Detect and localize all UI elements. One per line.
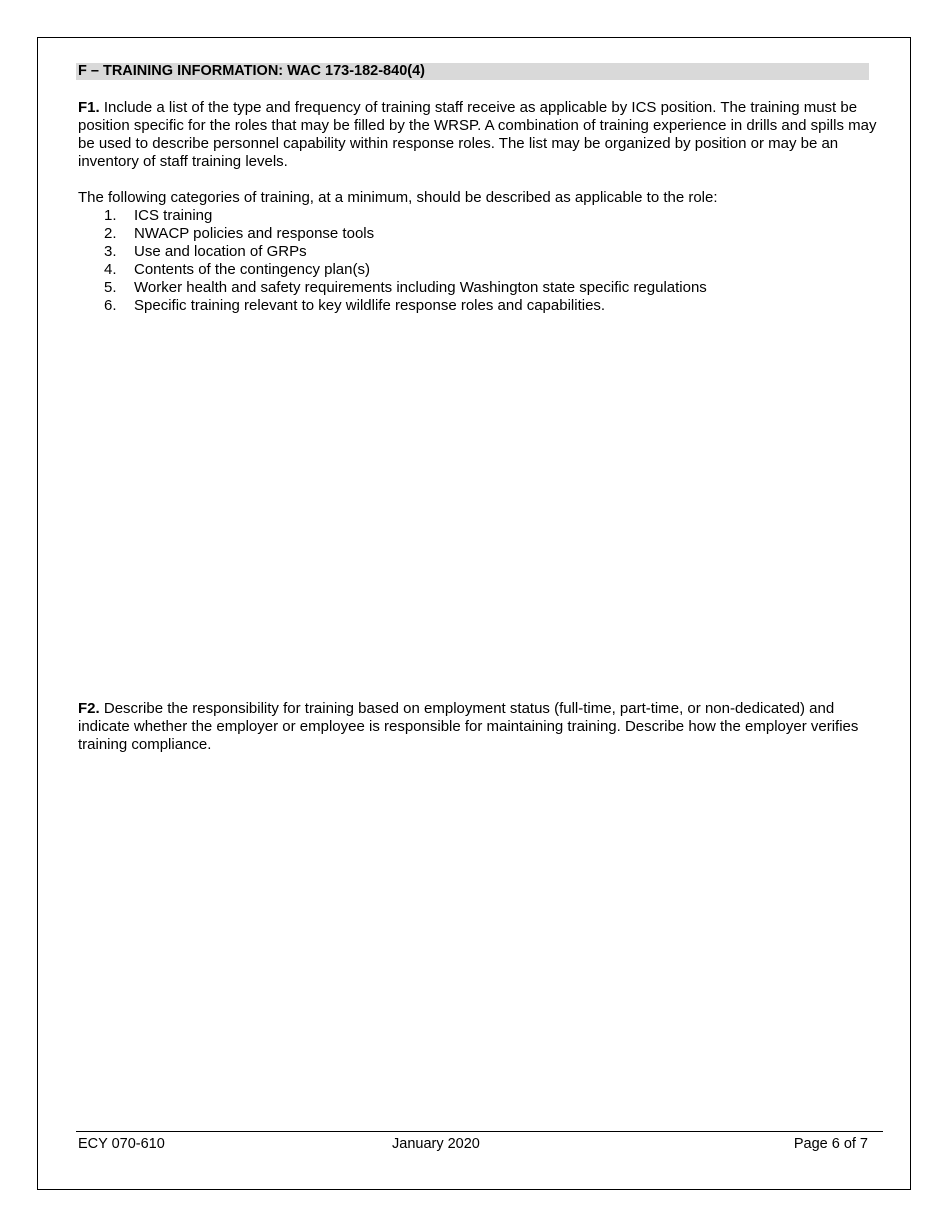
f1-label: F1. <box>78 99 100 116</box>
categories-intro: The following categories of training, at a minimum, should be described as applicable to the role: <box>78 189 718 206</box>
list-item-number: 3. <box>104 243 117 260</box>
list-item-number: 1. <box>104 207 117 224</box>
list-item-number: 4. <box>104 261 117 278</box>
f2-paragraph <box>78 700 878 754</box>
section-header: F – TRAINING INFORMATION: WAC 173-182-840(4) <box>76 63 869 80</box>
list-item <box>78 261 878 279</box>
list-item-text: NWACP policies and response tools <box>134 225 375 242</box>
list-item-number: 2. <box>104 225 117 242</box>
list-item-number: 5. <box>104 279 117 296</box>
footer-form-number: ECY 070-610 <box>78 1136 165 1152</box>
footer-date: January 2020 <box>392 1136 480 1152</box>
footer-divider <box>76 1131 883 1132</box>
f2-label: F2. <box>78 700 100 717</box>
list-item-text: ICS training <box>134 207 213 224</box>
list-item-number: 6. <box>104 297 117 314</box>
list-item-text: Specific training relevant to key wildlife response roles and capabilities. <box>134 297 606 314</box>
list-item <box>78 225 878 243</box>
list-item-text: Worker health and safety requirements including Washington state specific regulations <box>134 279 707 296</box>
list-item <box>78 279 878 297</box>
list-item <box>78 297 878 315</box>
footer-page-number: Page 6 of 7 <box>793 1136 868 1152</box>
f1-paragraph <box>78 99 878 171</box>
f1-text: Include a list of the type and frequency of training staff receive as applicable by ICS position. The training must be position specific for the roles that may be filled by the WRSP. A combination of training experience in drills and spills may be used to describe personnel capability within response roles. The list may be organized by position or may be an inventory of staff training levels. <box>78 99 877 170</box>
training-categories-list <box>78 207 878 315</box>
list-item <box>78 207 878 225</box>
f2-text: Describe the responsibility for training based on employment status (full-time, part-time, or non-dedicated) and indicate whether the employer or employee is responsible for maintaining training. Describe how the employer verifies training compliance. <box>78 700 859 753</box>
list-item <box>78 243 878 261</box>
list-item-text: Use and location of GRPs <box>134 243 307 260</box>
list-item-text: Contents of the contingency plan(s) <box>134 261 370 278</box>
